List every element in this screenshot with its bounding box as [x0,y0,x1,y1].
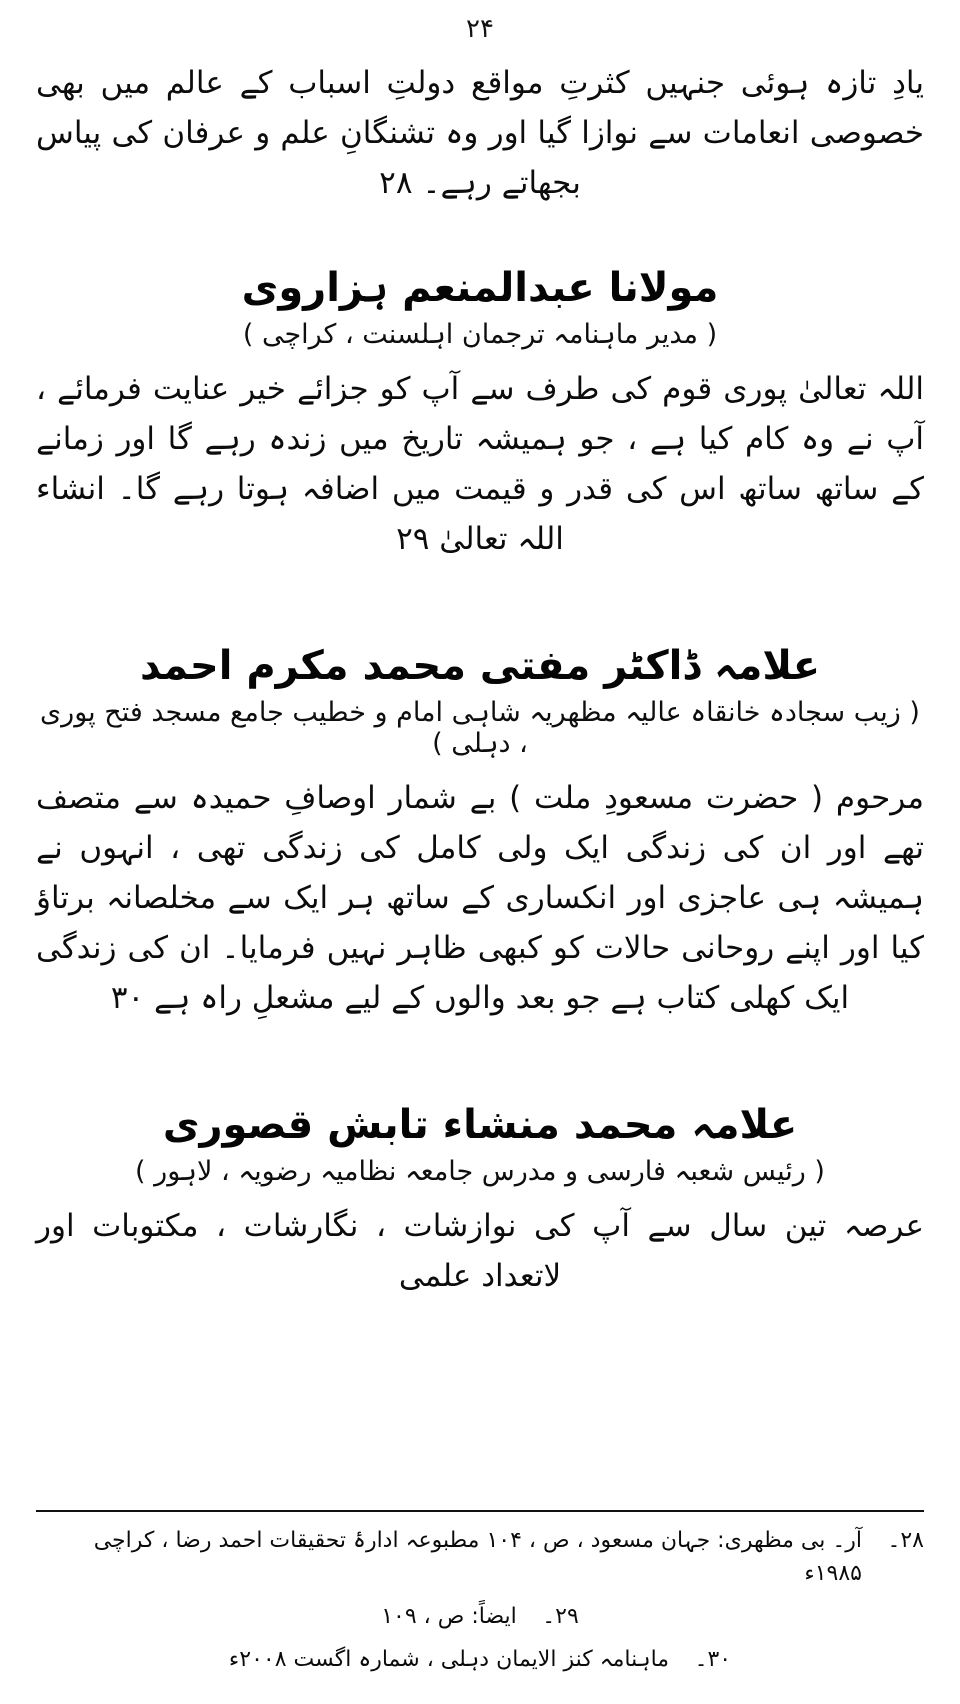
section-heading: مولانا عبدالمنعم ہزاروی [241,264,719,311]
section-1 [36,265,924,565]
section-paragraph: عرصہ تین سال سے آپ کی نوازشات ، نگارشات ، مکتوبات اور لاتعداد علمی [36,1207,924,1294]
footnote-number: ۳۰۔ [694,1647,732,1672]
section-paragraph: مرحوم ( حضرت مسعودِ ملت ) بے شمار اوصافِ حمیدہ سے متصف تھے اور ان کی زندگی ایک ولی کامل کی زندگی تھی ، انہوں نے ہمیشہ ہی عاجزی اور انکساری کے ساتھ ہر ایک سے مخلصانہ برتاؤ کیا اور اپنے روحانی حالات کو کبھی ظاہر نہیں فرمایا۔ ان کی زندگی ایک کھلی کتاب ہے جو بعد والوں کے لیے مشعلِ راہ ہے ۳۰ [36,779,924,1017]
section-2 [36,643,924,1024]
footnote-row [36,1600,924,1633]
footnote-number: ۲۸۔ [887,1528,924,1553]
footnote-number: ۲۹۔ [542,1604,579,1629]
section-3 [36,1102,924,1301]
footnote-row [36,1643,924,1676]
footnote-text: ماہنامہ کنز الایمان دہلی ، شمارہ اگست ۲۰۰۸ء [228,1647,670,1672]
opening-paragraph: یادِ تازہ ہوئی جنہیں کثرتِ مواقع دولتِ اسباب کے عالم میں بھی خصوصی انعامات سے نوازا گیا اور وہ تشنگانِ علم و عرفان کی پیاس بجھاتے رہے۔ ۲۸ [36,65,924,202]
section-subheading: ( زیب سجادہ خانقاہ عالیہ مظهریہ شاہی امام و خطیب جامع مسجد فتح پوری ، دہلی ) [40,696,920,759]
section-heading: علامہ محمد منشاء تابش قصوری [162,1101,798,1148]
section-subheading: ( مدیر ماہنامہ ترجمان اہلسنت ، کراچی ) [242,318,718,350]
footnote-text: آر۔ بی مظهری: جہان مسعود ، ص ، ۱۰۴ مطبوعہ ادارۂ تحقیقات احمد رضا ، کراچی ۱۹۸۵ء [93,1528,862,1586]
spacer [36,215,924,231]
footnote-divider [36,1510,924,1512]
spacer [36,575,924,609]
section-heading: علامہ ڈاکٹر مفتی محمد مکرم احمد [139,642,821,689]
footnote-text: ایضاً: ص ، ۱۰۹ [381,1604,517,1629]
section-subheading: ( رئیس شعبہ فارسی و مدرس جامعہ نظامیہ رضویہ ، لاہور ) [135,1155,825,1187]
page-number: ۲۴ [466,14,494,44]
section-paragraph: اللہ تعالیٰ پوری قوم کی طرف سے آپ کو جزائے خیر عنایت فرمائے ، آپ نے وہ کام کیا ہے ، جو ہمیشہ تاریخ میں زندہ رہے گا اور زمانے کے ساتھ ساتھ اس کی قدر و قیمت میں اضافہ ہوتا رہے گا۔ انشاء اللہ تعالیٰ ۲۹ [36,370,924,558]
footnote-row [36,1524,924,1590]
footnotes-area [36,1510,924,1686]
spacer [36,1034,924,1068]
